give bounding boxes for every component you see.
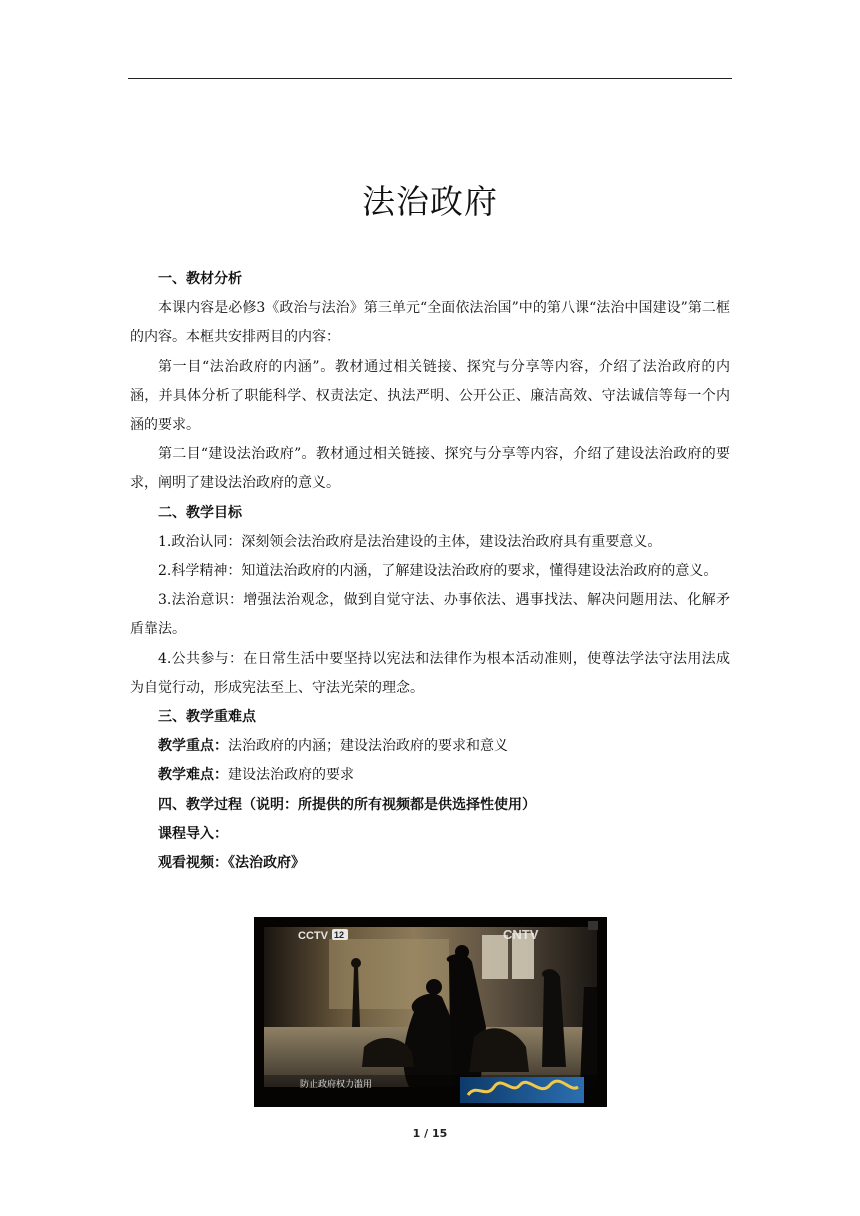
video-watermark: CNTV	[503, 927, 539, 942]
video-still[interactable]	[254, 917, 607, 1107]
video-label: 观看视频：《法治政府》	[158, 855, 305, 872]
paragraph: 第一目“法治政府的内涵”。教材通过相关链接、探究与分享等内容，介绍了法治政府的内涵，并具体分析了职能科学、权责法定、执法严明、公开公正、廉洁高效、守法诚信等每一个内涵的要求。	[130, 358, 730, 434]
objective-item: 1.政治认同：深刻领会法治政府是法治建设的主体，建设法治政府具有重要意义。	[158, 533, 662, 550]
difficulty-label: 教学难点：	[158, 767, 228, 784]
intro-label: 课程导入：	[158, 825, 228, 842]
objective-item: 3.法治意识：增强法治观念，做到自觉守法、办事依法、遇事找法、解决问题用法、化解矛盾靠法。	[130, 592, 730, 638]
paragraph: 本课内容是必修3《政治与法治》第三单元“全面依法治国”中的第八课“法治中国建设”第二框的内容。本框共安排两目的内容：	[130, 300, 730, 346]
objective-item: 4.公共参与：在日常生活中要坚持以宪法和法律作为根本活动准则，使尊法学法守法用法成为自觉行动，形成宪法至上、守法光荣的理念。	[130, 650, 730, 696]
section-heading-2: 二、教学目标	[158, 504, 242, 521]
header-rule	[128, 78, 732, 79]
section-heading-4: 四、教学过程（说明：所提供的所有视频都是供选择性使用）	[158, 796, 536, 813]
document-title: 法治政府	[362, 182, 498, 221]
channel-number: 12	[334, 930, 345, 940]
paragraph: 第二目“建设法治政府”。教材通过相关链接、探究与分享等内容，介绍了建设法治政府的要求，阐明了建设法治政府的意义。	[130, 446, 730, 492]
section-heading-1: 一、教材分析	[158, 271, 242, 287]
objective-item: 2.科学精神：知道法治政府的内涵，了解建设法治政府的要求，懂得建设法治政府的意义。	[158, 563, 718, 580]
focus-line	[130, 732, 730, 761]
page-number: 1 / 15	[412, 1127, 448, 1140]
focus-label: 教学重点：	[158, 738, 228, 755]
program-logo	[460, 1077, 584, 1103]
video-subtitle: 防止政府权力滥用	[300, 1080, 373, 1090]
difficulty-line	[130, 761, 730, 790]
difficulty-text: 建设法治政府的要求	[228, 767, 354, 784]
section-heading-3: 三、教学重难点	[158, 709, 256, 726]
channel-logo: CCTV	[298, 930, 328, 942]
document-body	[130, 265, 730, 878]
focus-text: 法治政府的内涵；建设法治政府的要求和意义	[228, 738, 508, 755]
